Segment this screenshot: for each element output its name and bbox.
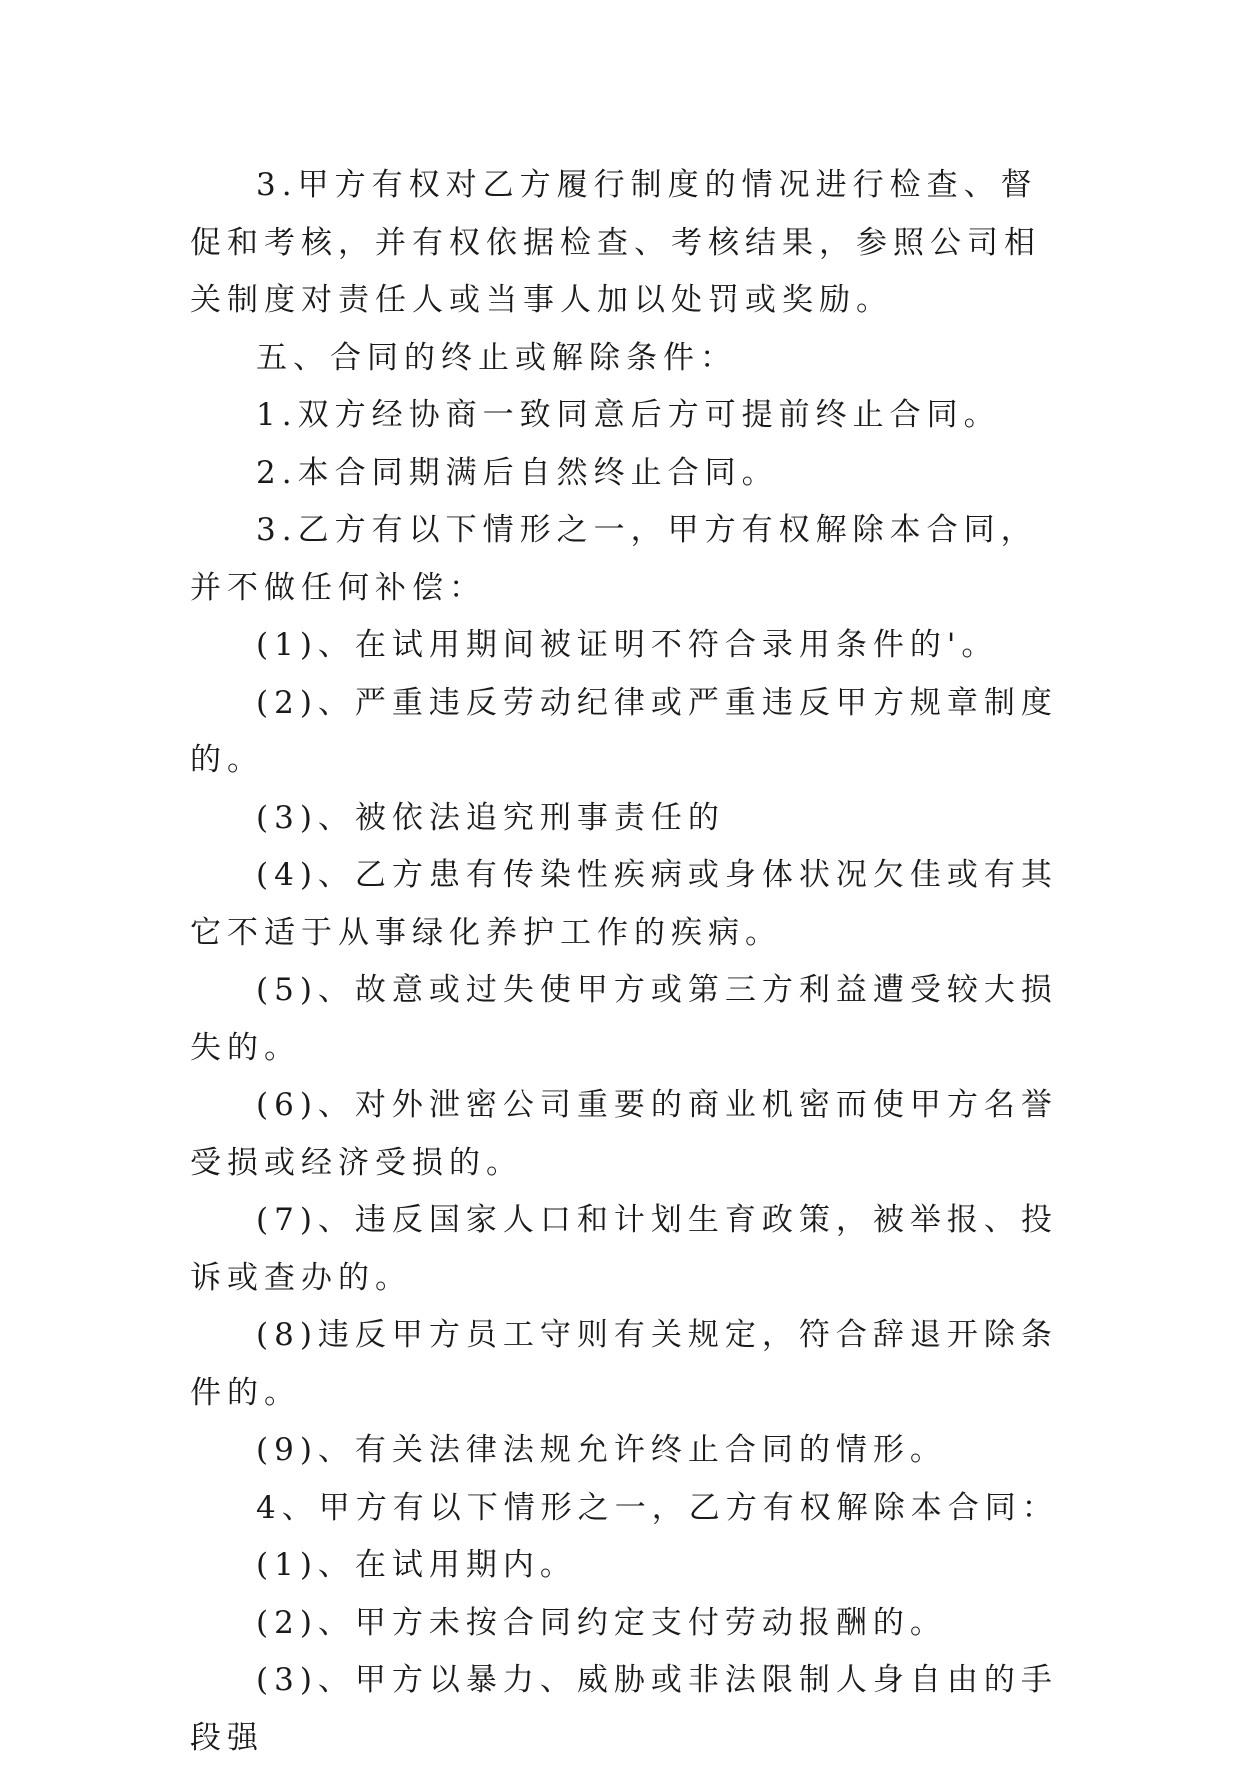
paragraph-clause-3-inspection: 3.甲方有权对乙方履行制度的情况进行检查、督促和考核，并有权依据检查、考核结果，参照公司相关制度对责任人或当事人加以处罚或奖励。: [190, 167, 1041, 318]
list-item-party-a-2: (2)、甲方未按合同约定支付劳动报酬的。: [256, 1604, 947, 1641]
list-item-party-b-1: (1)、在试用期间被证明不符合录用条件的'。: [256, 627, 999, 663]
paragraph-termination-2: 2.本合同期满后自然终止合同。: [256, 454, 779, 491]
list-item-party-a-1: (1)、在试用期内。: [256, 1547, 577, 1583]
document-body: [190, 157, 1070, 1767]
section-heading-termination: 五、合同的终止或解除条件：: [256, 339, 737, 376]
list-item-party-b-7: (7)、违反国家人口和计划生育政策，被举报、投诉或查办的。: [190, 1202, 1058, 1296]
list-item-party-b-4: (4)、乙方患有传染性疾病或身体状况欠佳或有其它不适于从事绿化养护工作的疾病。: [190, 857, 1058, 951]
list-item-party-a-3: (3)、甲方以暴力、威胁或非法限制人身自由的手段强: [190, 1662, 1058, 1756]
list-item-party-b-8: (8)违反甲方员工守则有关规定，符合辞退开除条件的。: [190, 1317, 1058, 1411]
paragraph-termination-4: 4、甲方有以下情形之一，乙方有权解除本合同：: [256, 1489, 1059, 1526]
list-item-party-b-9: (9)、有关法律法规允许终止合同的情形。: [256, 1432, 947, 1468]
list-item-party-b-6: (6)、对外泄密公司重要的商业机密而使甲方名誉受损或经济受损的。: [190, 1087, 1058, 1181]
paragraph-termination-3: 3.乙方有以下情形之一，甲方有权解除本合同，并不做任何补偿：: [190, 512, 1038, 606]
list-item-party-b-5: (5)、故意或过失使甲方或第三方利益遭受较大损失的。: [190, 972, 1058, 1066]
paragraph-termination-1: 1.双方经协商一致同意后方可提前终止合同。: [256, 397, 1001, 433]
list-item-party-b-2: (2)、严重违反劳动纪律或严重违反甲方规章制度的。: [190, 684, 1058, 778]
list-item-party-b-3: (3)、被依法追究刑事责任的: [256, 799, 725, 836]
